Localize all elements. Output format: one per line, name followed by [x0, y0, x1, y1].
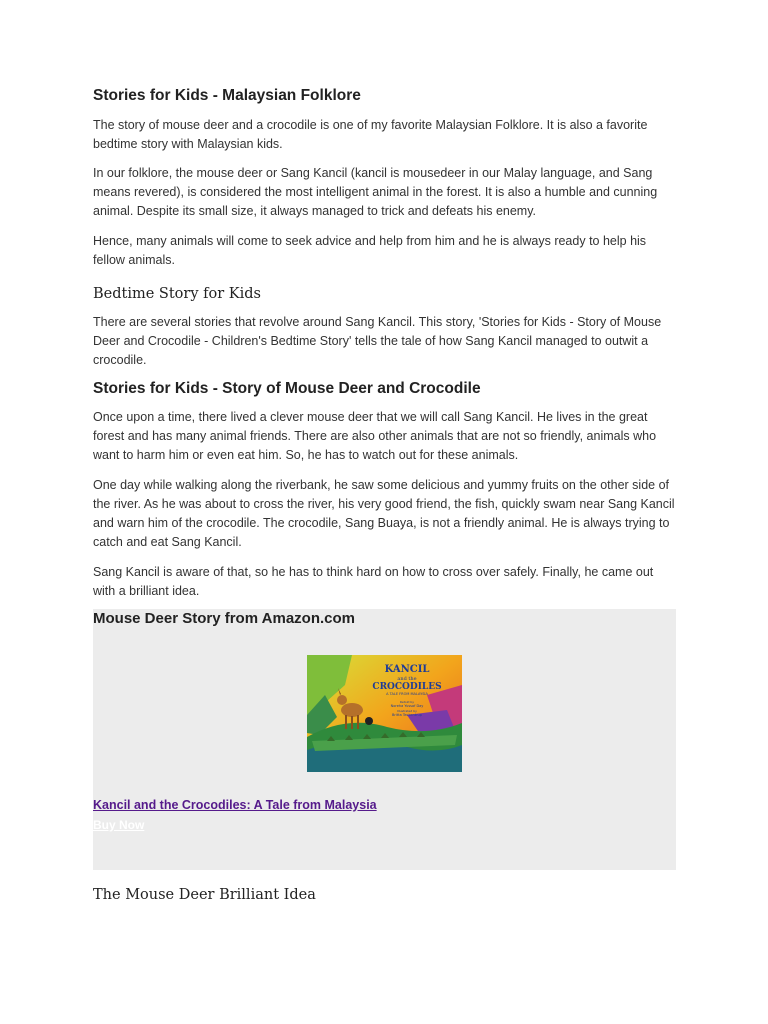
svg-text:Retold by: Retold by — [399, 700, 415, 704]
buy-now-button[interactable]: Buy Now — [93, 818, 145, 832]
intro-paragraph-3: Hence, many animals will come to seek advice and help from him and he is always ready to help his fellow animals. — [93, 234, 647, 267]
idea-heading: The Mouse Deer Brilliant Idea — [93, 887, 316, 903]
svg-text:and the: and the — [397, 676, 417, 682]
book-cover-image[interactable] — [307, 655, 462, 772]
svg-text:A TALE FROM MALAYSIA: A TALE FROM MALAYSIA — [386, 692, 428, 696]
page-title: Stories for Kids - Malaysian Folklore — [93, 87, 361, 104]
amazon-module-title: Mouse Deer Story from Amazon.com — [93, 610, 355, 627]
amazon-module — [93, 609, 676, 870]
svg-text:CROCODILES: CROCODILES — [372, 682, 442, 692]
bedtime-paragraph: There are several stories that revolve around Sang Kancil. This story, 'Stories for Kids - Story of Mouse Deer and Crocodile - Children's Bedtime Story' tells the tale of how Sang Kancil managed to outwit a crocodile. — [93, 315, 662, 367]
bedtime-heading: Bedtime Story for Kids — [93, 286, 261, 302]
story-heading: Stories for Kids - Story of Mouse Deer and Crocodile — [93, 380, 481, 397]
story-paragraph-2: One day while walking along the riverbank, he saw some delicious and yummy fruits on the other side of the river. As he was about to cross the river, his very good friend, the fish, quickly swam near Sang Kancil and warn him of the crocodile. The crocodile, Sang Buaya, is not a friendly animal. He is always trying to catch and eat Sang Kancil. — [93, 478, 675, 549]
svg-text:Noreha Yussof Day: Noreha Yussof Day — [390, 704, 424, 708]
svg-text:KANCIL: KANCIL — [384, 664, 430, 675]
story-paragraph-3: Sang Kancil is aware of that, so he has to think hard on how to cross over safely. Finally, he came out with a brilliant idea. — [93, 565, 654, 598]
intro-paragraph-2: In our folklore, the mouse deer or Sang Kancil (kancil is mousedeer in our Malay language, and Sang means revered), is considered the most intelligent animal in the forest. It is also a humble and cunning animal. Despite its small size, it always managed to trick and defeats his enemy. — [93, 166, 658, 218]
svg-text:Illustrated by: Illustrated by — [397, 709, 417, 713]
story-paragraph-1: Once upon a time, there lived a clever mouse deer that we will call Sang Kancil. He lives in the great forest and has many animal friends. There are also other animals that are not so friendly, animals who want to harm him or even eat him. So, he has to watch out for these animals. — [93, 410, 657, 462]
product-link[interactable]: Kancil and the Crocodiles: A Tale from Malaysia — [93, 798, 377, 812]
intro-paragraph-1: The story of mouse deer and a crocodile is one of my favorite Malaysian Folklore. It is also a favorite bedtime story with Malaysian kids. — [93, 118, 648, 151]
svg-text:Britta Teckentrup: Britta Teckentrup — [392, 713, 422, 717]
